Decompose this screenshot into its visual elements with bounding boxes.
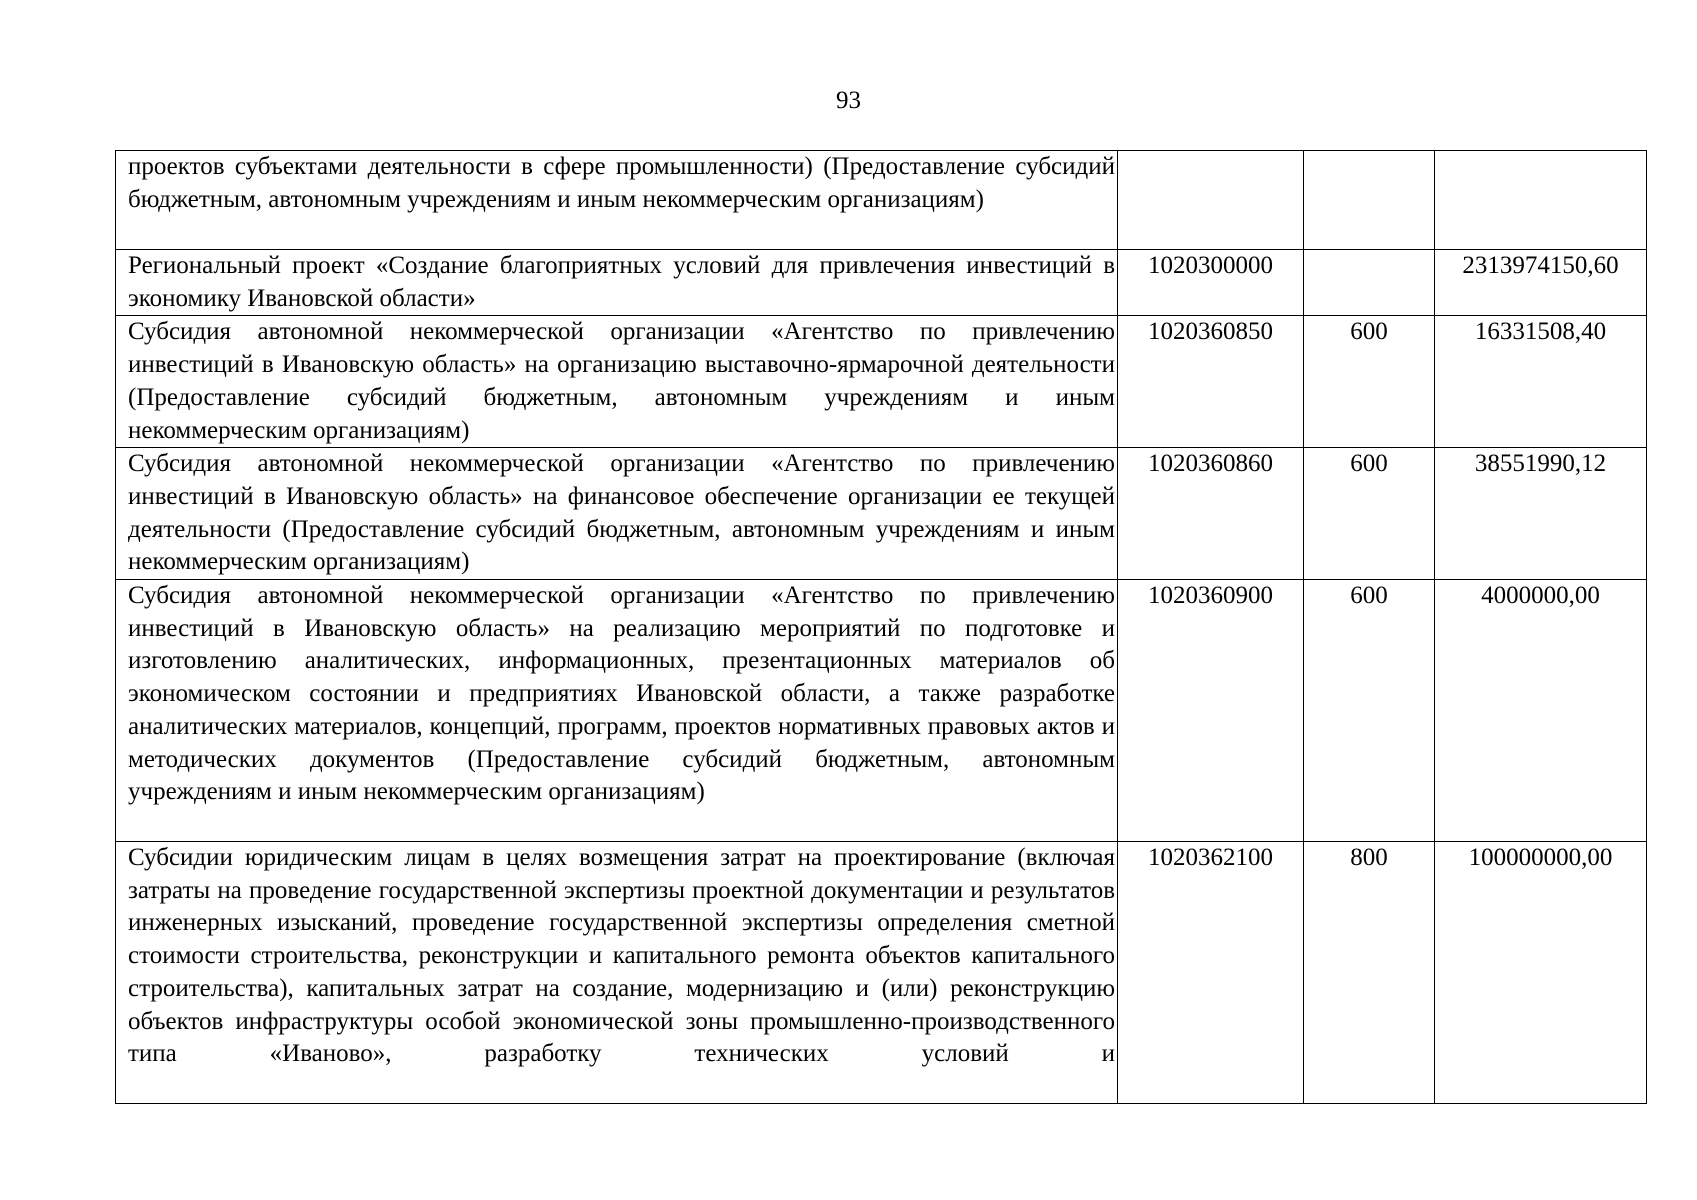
page-number: 93 — [836, 87, 861, 114]
row-name-cell: проектов субъектами деятельности в сфере промышленности) (Предоставление субсидий бюджетным, автономным учреждениям и иным некоммерческим организациям) — [116, 151, 1118, 250]
row-type-cell: 600 — [1304, 316, 1435, 448]
row-name-cell: Субсидии юридическим лицам в целях возмещения затрат на проектирование (включая затраты на проведение государственной экспертизы проектной документации и результатов инженерных изысканий, проведение государственной экспертизы определения сметной стоимости строительства, реконструкции и капитального ремонта объектов капитального строительства), капитальных затрат на создание, модернизацию и (или) реконструкцию объектов инфраструктуры особой экономической зоны промышленно-производственного типа «Иваново», разработку технических условий и — [116, 842, 1118, 1104]
row-amount-cell: 4000000,00 — [1435, 580, 1647, 842]
table-row — [116, 580, 1647, 842]
row-amount-cell — [1435, 151, 1647, 250]
row-code-cell: 1020300000 — [1118, 250, 1304, 316]
row-name-cell: Субсидия автономной некоммерческой организации «Агентство по привлечению инвестиций в Ивановскую область» на реализацию мероприятий по подготовке и изготовлению аналитических, информационных, презентационных материалов об экономическом состоянии и предприятиях Ивановской области, а также разработке аналитических материалов, концепций, программ, проектов нормативных правовых актов и методических документов (Предоставление субсидий бюджетным, автономным учреждениям и иным некоммерческим организациям) — [116, 580, 1118, 842]
table-row — [116, 448, 1647, 580]
row-name-cell: Субсидия автономной некоммерческой организации «Агентство по привлечению инвестиций в Ивановскую область» на финансовое обеспечение организации ее текущей деятельности (Предоставление субсидий бюджетным, автономным учреждениям и иным некоммерческим организациям) — [116, 448, 1118, 580]
table-row — [116, 151, 1647, 250]
row-name-cell: Региональный проект «Создание благоприятных условий для привлечения инвестиций в экономику Ивановской области» — [116, 250, 1118, 316]
budget-table — [115, 150, 1647, 1104]
row-code-cell: 1020362100 — [1118, 842, 1304, 1104]
row-code-cell: 1020360860 — [1118, 448, 1304, 580]
row-type-cell — [1304, 250, 1435, 316]
row-type-cell — [1304, 151, 1435, 250]
row-amount-cell: 38551990,12 — [1435, 448, 1647, 580]
row-code-cell: 1020360900 — [1118, 580, 1304, 842]
table-row — [116, 250, 1647, 316]
row-code-cell — [1118, 151, 1304, 250]
table-row — [116, 842, 1647, 1104]
row-type-cell: 600 — [1304, 448, 1435, 580]
row-amount-cell: 100000000,00 — [1435, 842, 1647, 1104]
row-amount-cell: 16331508,40 — [1435, 316, 1647, 448]
row-type-cell: 800 — [1304, 842, 1435, 1104]
row-amount-cell: 2313974150,60 — [1435, 250, 1647, 316]
row-name-cell: Субсидия автономной некоммерческой организации «Агентство по привлечению инвестиций в Ивановскую область» на организацию выставочно-ярмарочной деятельности (Предоставление субсидий бюджетным, автономным учреждениям и иным некоммерческим организациям) — [116, 316, 1118, 448]
table-row — [116, 316, 1647, 448]
row-type-cell: 600 — [1304, 580, 1435, 842]
row-code-cell: 1020360850 — [1118, 316, 1304, 448]
